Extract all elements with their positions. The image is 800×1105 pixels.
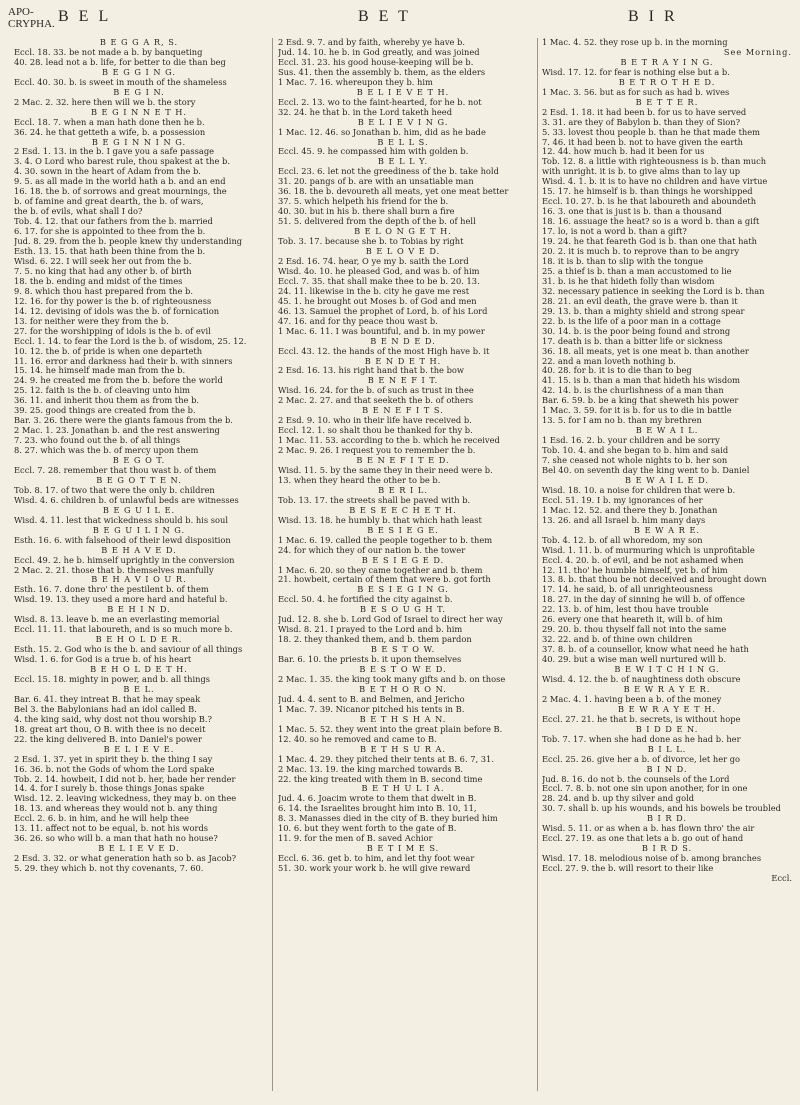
headword: B E G I N N E T H. <box>90 107 188 117</box>
entry-line: Tob. 7. 17. when she had done as he had b. her <box>542 734 741 744</box>
headword: B E T R A Y I N G. <box>620 57 714 67</box>
entry-line: 4. 30. sown in the heart of Adam from the b. <box>14 167 201 177</box>
entry-line: 12. 40. so he removed and came to B. <box>278 734 437 744</box>
entry-line: 27. for the worshipping of idols is the b. of evil <box>14 326 211 336</box>
headword: B E T T E R. <box>635 97 699 107</box>
entry-line: 22. 13. b. of him, lest thou have trouble <box>542 605 709 615</box>
entry-line: Wisd. 4. 11. lest that wickedness should b. his soul <box>14 515 228 525</box>
page-header <box>8 6 792 36</box>
entry-line: 10. 12. the b. of pride is when one departeth <box>14 346 203 356</box>
entry-line: 2 Mac. 1. 35. the king took many gifts and b. on those <box>278 675 506 684</box>
headword: B E G O T. <box>112 456 166 466</box>
entry-line: 41. 15. is b. than a man that hideth his wisdom <box>542 376 740 386</box>
entry-line: 18. 13. and whereas they would not b. any thing <box>14 804 218 814</box>
entry-line: Eccl. 10. 27. b. is he that laboureth and aboundeth <box>542 197 757 207</box>
headword: B E W A I L E D. <box>624 475 710 485</box>
entry-line: 11. 16. error and darkness had their b. with sinners <box>14 356 233 366</box>
headword: B I D D E N. <box>635 724 699 734</box>
entry-line: 1 Mac. 7. 16. whereupon they b. him <box>278 77 433 87</box>
entry-line: 39. 25. good things are created from the b. <box>14 406 196 416</box>
entry-line: 2 Esd. 3. 32. or what generation hath so b. as Jacob? <box>14 854 237 864</box>
headword: B E T H O R O N. <box>359 684 447 694</box>
entry-line: Wisd. 13. 18. he humbly b. that which hath least <box>278 515 482 525</box>
entry-line: Wisd. 6. 22. I will seek her out from the b. <box>14 256 192 266</box>
entry-line: 13. 11. affect not to be equal, b. not his words <box>14 824 209 834</box>
entry-line: 21. howbeit, certain of them that were b. got forth <box>278 575 491 585</box>
entry-line: Wisd. 1. 11. b. of murmuring which is unprofitable <box>542 545 755 555</box>
entry-line: 16. 36. b. not the Gods of whom the Lord spake <box>14 764 215 774</box>
headword: B E L L S. <box>377 137 429 147</box>
entry-line: Tob. 8. 17. of two that were the only b. children <box>14 485 215 495</box>
entry-line: 31. b. is he that hideth folly than wisdom <box>542 276 715 286</box>
entry-line: Eccl. 18. 7. when a man hath done then he b. <box>14 117 205 127</box>
entry-line: 30. 14. b. is the poor being found and strong <box>542 326 731 336</box>
entry-line: Bar. 3. 26. there were the giants famous from the b. <box>14 416 233 426</box>
entry-line: Wisd. 17. 12. for fear is nothing else but a b. <box>542 67 730 77</box>
entry-line: 47. 16. and for thy peace thou wast b. <box>278 316 438 326</box>
entry-line: 13. when they heard the other to be b. <box>278 475 441 485</box>
entry-line: 16. 3. one that is just is b. than a thousand <box>542 207 722 217</box>
headword: B E W R A Y E T H. <box>618 704 716 714</box>
entry-line: 19. 24. he that feareth God is b. than one that hath <box>542 237 758 247</box>
entry-line: with unright. it is b. to give alms than to lay up <box>542 167 741 177</box>
entry-line: 1 Esd. 16. 2. b. your children and be sorry <box>542 436 720 446</box>
entry-line: 2 Esd. 1. 18. it had been b. for us to have served <box>542 107 747 117</box>
entry-line: Eccl. 11. 11. that laboureth, and is so much more b. <box>14 625 233 635</box>
entry-line: Sus. 41. then the assembly b. them, as the elders <box>278 67 486 77</box>
entry-line: 45. 1. he brought out Moses b. of God and men <box>278 296 477 306</box>
headword: B E N D E T H. <box>364 356 442 366</box>
entry-line: 18. 16. assuage the heat? so is a word b. than a gift <box>542 217 760 227</box>
entry-line: Esth. 16. 7. done thro' the pestilent b. of them <box>14 585 209 595</box>
entry-line: 13. 26. and all Israel b. him many days <box>542 515 706 525</box>
entry-line: 36. 18. all meats, yet is one meat b. than another <box>542 346 749 356</box>
headword: B E W R A Y E R. <box>623 684 711 694</box>
entry-line: 16. 18. the b. of sorrows and great mournings, the <box>14 187 227 197</box>
headword: B E S I E G I N G. <box>357 585 449 595</box>
entry-line: 29. 13. b. than a mighty shield and strong spear <box>542 306 745 316</box>
headword: B E T I M E S. <box>366 844 440 854</box>
entry-line: 18. 27. in the day of sinning he will b. of offence <box>542 595 745 605</box>
entry-line: 40. 28. for b. it is to die than to beg <box>542 366 692 376</box>
entry-line: Tob. 3. 17. because she b. to Tobias by right <box>278 237 464 247</box>
entry-line: 12. 16. for thy power is the b. of righteousness <box>14 296 212 306</box>
entry-line: 22. and a man loveth nothing b. <box>542 356 676 366</box>
entry-line: Eccl. 2. 6. b. in him, and he will help thee <box>14 814 189 824</box>
entry-line: Eccl. 15. 18. mighty in power, and b. all things <box>14 675 211 684</box>
entry-line: 3. 4. O Lord who barest rule, thou spakest at the b. <box>14 157 230 167</box>
entry-line: 42. 14. b. is the churlishness of a man than <box>542 386 724 396</box>
entry-line: 7. she ceased not whole nights to b. her son <box>542 456 728 466</box>
entry-line: Esth. 16. 6. with falsehood of their lewd disposition <box>14 535 231 545</box>
headword: B E N E F I T E D. <box>356 456 450 466</box>
entry-line: 2 Esd. 1. 13. in the b. I gave you a safe passage <box>14 147 215 157</box>
entry-line: 20. 2. it is much b. to reprove than to be angry <box>542 247 740 257</box>
entry-line: Eccl. 6. 36. get b. to him, and let thy foot wear <box>278 854 475 864</box>
entry-line: 2 Mac. 13. 19. the king marched towards B. <box>278 764 464 774</box>
entry-line: Eccl. 1. 14. to fear the Lord is the b. of wisdom, 25. 12. <box>14 336 247 346</box>
entry-line: Eccl. 7. 8. b. not one sin upon another, for in one <box>542 784 748 794</box>
entry-line: Eccl. 7. 35. that shall make thee to be b. 20. 13. <box>278 276 480 286</box>
headword: B E S O U G H T. <box>360 605 446 615</box>
entry-line: Bar. 6. 10. the priests b. it upon themselves <box>278 655 462 665</box>
entry-line: 17. death is b. than a bitter life or sickness <box>542 336 723 346</box>
headword: B E L O V E D. <box>365 247 441 257</box>
entry-line: 17. 14. he said, b. of all unrighteousness <box>542 585 713 595</box>
headword: B E T H U L I A. <box>361 784 445 794</box>
entry-line: 2 Esd. 9. 7. and by faith, whereby ye have b. <box>278 38 465 47</box>
entry-line: 6. 17. for she is appointed to thee from the b. <box>14 227 206 237</box>
entry-line: 13. for neither were they from the b. <box>14 316 169 326</box>
headword: B E S I E G E. <box>367 525 439 535</box>
entry-line: Jud. 14. 10. he b. in God greatly, and was joined <box>278 47 480 57</box>
entry-line: Wisd. 18. 10. a noise for children that were b. <box>542 485 736 495</box>
headword: B E S I E G E D. <box>361 555 445 565</box>
entry-line: Bel 40. on seventh day the king went to b. Daniel <box>542 465 750 475</box>
entry-line: 26. every one that heareth it, will b. of him <box>542 615 723 625</box>
entry-line: 7. 23. who found out the b. of all things <box>14 436 181 446</box>
entry-line: Eccl. 27. 9. the b. will resort to their like <box>542 864 714 874</box>
entry-line: 25. 12. faith is the b. of cleaving unto him <box>14 386 191 396</box>
headword: B E G I N N I N G. <box>91 137 187 147</box>
entry-line: 40. 28. lead not a b. life, for better to die than beg <box>14 57 226 67</box>
entry-line: 9. 8. which thou hast prepared from the b. <box>14 286 193 296</box>
entry-line: 22. the king treated with them in B. second time <box>278 774 483 784</box>
headword: B E L I E V I N G. <box>357 117 449 127</box>
entry-line: Wisd. 5. 11. or as when a b. has flown thro' the air <box>542 824 755 834</box>
entry-line: Eccl. 31. 23. his good house-keeping will be b. <box>278 57 474 67</box>
entry-line: 2 Mac. 2. 21. those that b. themselves manfully <box>14 565 214 575</box>
headword: B I N D. <box>646 764 688 774</box>
entry-line: Esth. 13. 15. that hath been thine from the b. <box>14 247 206 257</box>
entry-line: 25. a thief is b. than a man accustomed to lie <box>542 266 732 276</box>
entry-line: 40. 29. but a wise man well nurtured will b. <box>542 655 726 665</box>
headword: B E L. <box>123 684 155 694</box>
entry-line: 8. 3. Manasses died in the city of B. they buried him <box>278 814 498 824</box>
entry-line: Tob. 2. 14. howbeit, I did not b. her, bade her render <box>14 774 236 784</box>
entry-line: 1 Mac. 12. 46. so Jonathan b. him, did as he bade <box>278 127 486 137</box>
entry-line: 18. it is b. than to slip with the tongue <box>542 256 704 266</box>
headword: B E S T O W. <box>370 645 436 655</box>
entry-line: 30. 7. shall b. up his wounds, and his bowels be troubled <box>542 804 781 814</box>
entry-line: Wisd. 4. 1. b. it is to have no children and have virtue <box>542 177 768 187</box>
entry-line: Bar. 6. 59. b. be a king that sheweth his power <box>542 396 739 406</box>
entry-line: 2 Esd. 1. 37. yet in spirit they b. the thing I say <box>14 754 213 764</box>
entry-line: 2 Mac. 1. 23. Jonathan b. and the rest answering <box>14 426 220 436</box>
entry-line: 2 Esd. 9. 10. who in their life have received b. <box>278 416 472 426</box>
entry-line: Wisd. 4. 6. children b. of unlawful beds are witnesses <box>14 495 239 505</box>
entry-line: 24. 9. he created me from the b. before the world <box>14 376 223 386</box>
entry-line: 1 Mac. 6. 19. called the people together to b. them <box>278 535 493 545</box>
entry-line: Jud. 8. 29. from the b. people knew thy understanding <box>14 237 243 247</box>
column-3 <box>542 38 792 1097</box>
entry-line: 31. 20. pangs of b. are with an unsatiable man <box>278 177 474 187</box>
entry-line: Tob. 13. 17. the streets shall be paved with b. <box>278 495 471 505</box>
entry-line: 1 Mac. 7. 39. Nicanor pitched his tents in B. <box>278 704 465 714</box>
headword: B E S T O W E D. <box>359 665 447 675</box>
entry-line: Eccl. 27. 19. as one that lets a b. go out of hand <box>542 834 744 844</box>
entry-line: 36. 11. and inherit thou them as from the b. <box>14 396 200 406</box>
entry-line: Jud. 4. 6. Joacim wrote to them that dwelt in B. <box>278 794 477 804</box>
entry-line: 8. 27. which was the b. of mercy upon them <box>14 446 199 456</box>
entry-line: Eccl. 18. 33. be not made a b. by banqueting <box>14 47 203 57</box>
entry-line: 24. for which they of our nation b. the tower <box>278 545 466 555</box>
entry-line: Eccl. 50. 4. he fortified the city against b. <box>278 595 453 605</box>
headword: B E N D E D. <box>370 336 436 346</box>
entry-line: Eccl. 25. 26. give her a b. of divorce, let her go <box>542 754 741 764</box>
entry-line: Wisd. 8. 13. leave b. me an everlasting memorial <box>14 615 220 625</box>
entry-line: 37. 5. which helpeth his friend for the b. <box>278 197 449 207</box>
entry-line: Bel 3. the Babylonians had an idol called B. <box>14 704 197 714</box>
entry-line: 22. b. is the life of a poor man in a cottage <box>542 316 721 326</box>
entry-line: 6. 14. the Israelites brought him into B. 10, 11, <box>278 804 477 814</box>
entry-line: 1 Mac. 6. 20. so they came together and b. them <box>278 565 483 575</box>
entry-line: 1 Mac. 4. 52. they rose up b. in the morning <box>542 38 728 47</box>
entry-line: 18. the b. ending and midst of the times <box>14 276 183 286</box>
entry-line: Bar. 6. 41. they intreat B. that he may speak <box>14 694 201 704</box>
headword: B E N E F I T S. <box>362 406 444 416</box>
entry-line: 2 Mac. 2. 32. here then will we b. the story <box>14 97 196 107</box>
entry-line: 10. 6. but they went forth to the gate of B. <box>278 824 457 834</box>
entry-line: 1 Mac. 6. 11. I was bountiful, and b. in my power <box>278 326 485 336</box>
headword: B E L I E V E T H. <box>356 87 450 97</box>
entry-line: 51. 30. work your work b. he will give reward <box>278 864 471 874</box>
entry-line: 1 Mac. 5. 52. they went into the great plain before B. <box>278 724 503 734</box>
entry-line: Eccl. 51. 19. I b. my ignorances of her <box>542 495 703 505</box>
entry-line: 13. 8. b. that thou be not deceived and brought down <box>542 575 767 585</box>
entry-line: Wisd. 8. 21. I prayed to the Lord and b. him <box>278 625 463 635</box>
entry-line: Eccl. 43. 12. the hands of the most High have b. it <box>278 346 490 356</box>
entry-line: 22. the king delivered B. into Daniel's power <box>14 734 202 744</box>
entry-line: 5. 29. they which b. not thy covenants, 7. 60. <box>14 864 204 874</box>
entry-line: Wisd. 1. 6. for God is a true b. of his heart <box>14 655 192 665</box>
headword: B E W A I L. <box>635 426 699 436</box>
entry-line: 1 Mac. 12. 52. and there they b. Jonathan <box>542 505 718 515</box>
entry-line: 46. 13. Samuel the prophet of Lord, b. of his Lord <box>278 306 488 316</box>
entry-line: 37. 8. b. of a counsellor, know what need he hath <box>542 645 749 655</box>
entry-line: 51. 5. delivered from the depth of the b. of hell <box>278 217 476 227</box>
headword: B E H I N D. <box>107 605 171 615</box>
entry-line: 36. 26. so who will b. a man that hath no house? <box>14 834 218 844</box>
entry-line: 12. 44. how much b. had it been for us <box>542 147 705 157</box>
entry-line: 11. 9. for the men of B. saved Achior <box>278 834 433 844</box>
headword: B E G G I N G. <box>102 67 176 77</box>
entry-line: Jud. 12. 8. she b. Lord God of Israel to direct her way <box>278 615 503 625</box>
entry-line: 17. lo, is not a word b. than a gift? <box>542 227 687 237</box>
headword: B E L O N G E T H. <box>354 227 452 237</box>
entry-line: 24. 11. likewise in the b. city he gave me rest <box>278 286 470 296</box>
headword: B E W A R E. <box>633 525 701 535</box>
entry-line: 4. the king said, why dost not thou worship B.? <box>14 714 212 724</box>
entry-line: Jud. 4. 4. sent to B. and Belmen, and Jericho <box>278 694 465 704</box>
headword: B E S E E C H E T H. <box>349 505 457 515</box>
headword: See Morning. <box>723 47 792 57</box>
entry-line: Tob. 4. 12. that our fathers from the b. married <box>14 217 213 227</box>
entry-line: 32. 22. and b. of thine own children <box>542 635 693 645</box>
headword: B I R D. <box>646 814 688 824</box>
entry-line: 1 Mac. 3. 59. for it is b. for us to die in battle <box>542 406 732 416</box>
headword: B I L L. <box>647 744 687 754</box>
entry-line: 32. necessary patience in seeking the Lord is b. than <box>542 286 765 296</box>
entry-line: Eccl. 7. 28. remember that thou wast b. of them <box>14 465 217 475</box>
entry-line: the b. of evils, what shall I do? <box>14 207 143 217</box>
entry-line: Eccl. <box>771 874 792 884</box>
entry-line: Tob. 4. 12. b. of all whoredom, my son <box>542 535 703 545</box>
headword: B E N E F I T. <box>367 376 439 386</box>
entry-line: 1 Mac. 3. 56. but as for such as had b. wives <box>542 87 730 97</box>
entry-line: Esth. 15. 2. God who is the b. and saviour of all things <box>14 645 243 655</box>
entry-line: Wisd. 19. 13. they used a more hard and hateful b. <box>14 595 228 605</box>
header-word-center: B E T <box>358 8 411 25</box>
entry-line: Eccl. 4. 20. b. of evil, and be not ashamed when <box>542 555 744 565</box>
entry-line: 14. 12. devising of idols was the b. of fornication <box>14 306 220 316</box>
entry-line: Eccl. 49. 2. he b. himself uprightly in the conversion <box>14 555 235 565</box>
headword: B E H A V I O U R. <box>91 575 187 585</box>
section-label-top: APO- <box>8 6 34 18</box>
entry-line: 12. 11. tho' he humble himself, yet b. of him <box>542 565 728 575</box>
entry-line: 7. 5. no king that had any other b. of birth <box>14 266 192 276</box>
headword: B E H A V E D. <box>101 545 177 555</box>
entry-line: 15. 17. he himself is b. than things he worshipped <box>542 187 753 197</box>
entry-line: Eccl. 2. 13. wo to the faint-hearted, for he b. not <box>278 97 482 107</box>
entry-line: 3. 31. are they of Babylon b. than they of Sion? <box>542 117 741 127</box>
headword: B E T R O T H E D. <box>618 77 716 87</box>
entry-line: Wisd. 4. 12. the b. of naughtiness doth obscure <box>542 675 741 684</box>
entry-line: 18. 2. they thanked them, and b. them pardon <box>278 635 472 645</box>
concordance-columns <box>14 38 790 1097</box>
headword: B E L L Y. <box>377 157 429 167</box>
entry-line: 15. 14. he himself made man from the b. <box>14 366 186 376</box>
entry-line: 36. 24. he that getteth a wife, b. a possession <box>14 127 206 137</box>
entry-line: 2 Mac. 4. 1. having been a b. of the money <box>542 694 722 704</box>
entry-line: 2 Mac. 2. 27. and that seeketh the b. of others <box>278 396 474 406</box>
headword: B E G U I L E. <box>102 505 176 515</box>
entry-line: Wisd. 12. 2. leaving wickedness, they may b. on thee <box>14 794 237 804</box>
section-label-bottom: CRYPHA. <box>8 18 55 30</box>
entry-line: 2 Esd. 16. 13. his right hand that b. the bow <box>278 366 465 376</box>
column-2 <box>278 38 528 1097</box>
entry-line: 2 Esd. 16. 74. hear, O ye my b. saith the Lord <box>278 256 469 266</box>
entry-line: 13. 5. for I am no b. than my brethren <box>542 416 702 426</box>
entry-line: 7. 46. it had been b. not to have given the earth <box>542 137 744 147</box>
entry-line: Eccl. 40. 30. b. is sweet in mouth of the shameless <box>14 77 227 87</box>
entry-line: 36. 18. the b. devoureth all meats, yet one meat better <box>278 187 509 197</box>
entry-line: Wisd. 11. 5. by the same they in their need were b. <box>278 465 493 475</box>
entry-line: 1 Mac. 11. 53. according to the b. which he received <box>278 436 500 446</box>
entry-line: 32. 24. he that b. in the Lord taketh heed <box>278 107 453 117</box>
entry-line: 5. 33. lovest thou people b. than he that made them <box>542 127 761 137</box>
entry-line: 28. 21. an evil death, the grave were b. than it <box>542 296 738 306</box>
entry-line: Eccl. 12. 1. so shalt thou be thanked for thy b. <box>278 426 473 436</box>
headword: B E H O L D E T H. <box>90 665 188 675</box>
entry-line: 18. great art thou, O B. with thee is no deceit <box>14 724 206 734</box>
headword: B E G U I L I N G. <box>92 525 186 535</box>
entry-line: Jud. 8. 16. do not b. the counsels of the Lord <box>542 774 730 784</box>
entry-line: 28. 24. and b. up thy silver and gold <box>542 794 695 804</box>
entry-line: Tob. 10. 4. and she began to b. him and said <box>542 446 729 456</box>
entry-line: 1 Mac. 4. 29. they pitched their tents at B. 6. 7, 31. <box>278 754 494 764</box>
headword: B E W I T C H I N G. <box>614 665 720 675</box>
entry-line: Tob. 12. 8. a little with righteousness is b. than much <box>542 157 767 167</box>
entry-line: Wisd. 4o. 10. he pleased God, and was b. of him <box>278 266 480 276</box>
headword: B E R I L. <box>378 485 428 495</box>
header-word-right: B I R <box>628 8 678 25</box>
entry-line: 40. 30. but in his b. there shall burn a fire <box>278 207 455 217</box>
headword: B E H O L D E R. <box>95 635 183 645</box>
headword: B E T H S U R A. <box>359 744 446 754</box>
entry-line: 2 Mac. 9. 26. I request you to remember the b. <box>278 446 476 456</box>
entry-line: Eccl. 23. 6. let not the greediness of the b. take hold <box>278 167 499 177</box>
headword: B E G I N. <box>113 87 165 97</box>
headword: B E L I E V E D. <box>98 844 180 854</box>
headword: B E G O T T E N. <box>96 475 182 485</box>
headword: B I R D S. <box>641 844 693 854</box>
headword: B E L I E V E. <box>103 744 175 754</box>
entry-line: 14. 4. for I surely b. those things Jonas spake <box>14 784 205 794</box>
column-1 <box>14 38 264 1097</box>
entry-line: Wisd. 16. 24. for the b. of such as trust in thee <box>278 386 474 396</box>
entry-line: 29. 20. b. thou thyself fall not into the same <box>542 625 727 635</box>
header-word-left: B E L <box>58 8 112 25</box>
section-label <box>8 6 55 30</box>
entry-line: Wisd. 17. 18. melodious noise of b. among branches <box>542 854 762 864</box>
entry-line: b. of famine and great dearth, the b. of wars, <box>14 197 204 207</box>
headword: B E T H S H A N. <box>359 714 447 724</box>
entry-line: Eccl. 27. 21. he that b. secrets, is without hope <box>542 714 741 724</box>
entry-line: Eccl. 45. 9. he compassed him with golden b. <box>278 147 469 157</box>
headword: B E G G A R, S. <box>99 38 179 47</box>
entry-line: 9. 5. as all made in the world hath a b. and an end <box>14 177 226 187</box>
